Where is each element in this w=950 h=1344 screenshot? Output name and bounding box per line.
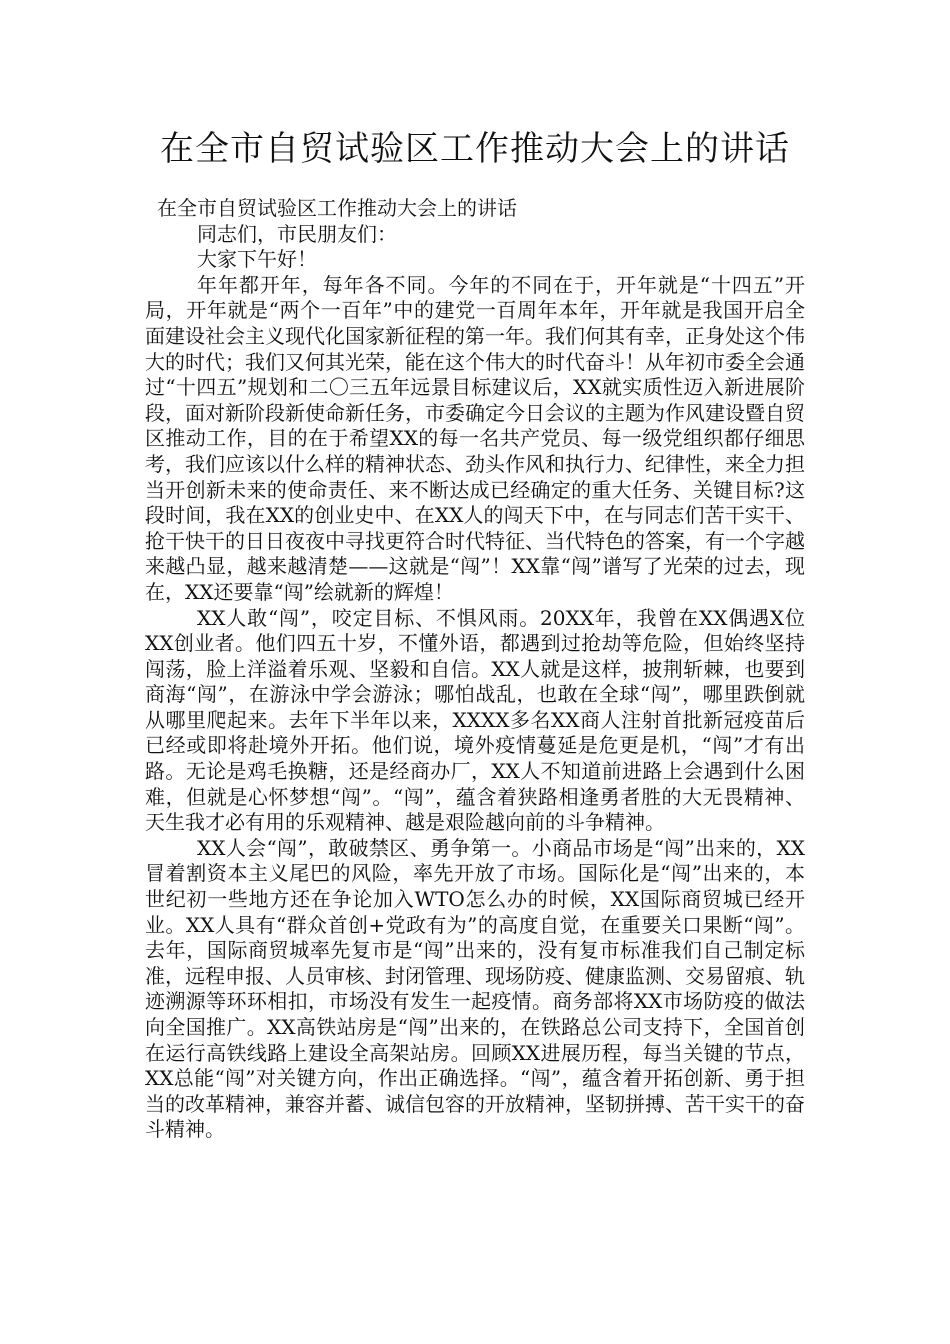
paragraph-3: XX人会“闯”，敢破禁区、勇争第一。小商品市场是“闯”出来的，XX冒着割资本主义尾巴的风险，率先开放了市场。国际化是“闯”出来的，本世纪初一些地方还在争论加入WTO怎么办的时候，XX国际商贸城已经开业。XX人具有“群众首创+党政有为”的高度自觉，在重要关口果断“闯”。去年，国际商贸城率先复市是“闯”出来的，没有复市标准我们自己制定标准，远程申报、人员审核、封闭管理、现场防疫、健康监测、交易留痕、轨迹溯源等环环相扣，市场没有发生一起疫情。商务部将XX市场防疫的做法向全国推广。XX高铁站房是“闯”出来的，在铁路总公司支持下，全国首创在运行高铁线路上建设全高架站房。回顾XX进展历程，每当关键的节点，XX总能“闯”对关键方向，作出正确选择。“闯”，蕴含着开拓创新、勇于担当的改革精神，兼容并蓄、诚信包容的开放精神，坚韧拼搏、苦干实干的奋斗精神。 [145, 835, 805, 1142]
page-title: 在全市自贸试验区工作推动大会上的讲话 [160, 129, 790, 169]
document-body [145, 196, 805, 1143]
paragraph-2: XX人敢“闯”，咬定目标、不惧风雨。20XX年，我曾在XX偶遇X位XX创业者。他们四五十岁，不懂外语，都遇到过抢劫等危险，但始终坚持闯荡，脸上洋溢着乐观、坚毅和自信。XX人就是这样，披荆斩棘，也要到商海“闯”，在游泳中学会游泳；哪怕战乱，也敢在全球“闯”，哪里跌倒就从哪里爬起来。去年下半年以来，XXXX多名XX商人注射首批新冠疫苗后已经或即将赴境外开拓。他们说，境外疫情蔓延是危更是机，“闯”才有出路。无论是鸡毛换糖，还是经商办厂，XX人不知道前进路上会遇到什么困难，但就是心怀梦想“闯”。“闯”，蕴含着狭路相逢勇者胜的大无畏精神、天生我才必有用的乐观精神、越是艰险越向前的斗争精神。 [145, 605, 805, 835]
greeting: 大家下午好！ [197, 247, 317, 272]
document-subtitle: 在全市自贸试验区工作推动大会上的讲话 [157, 196, 517, 220]
salutation: 同志们，市民朋友们： [197, 221, 397, 246]
paragraph-1: 年年都开年，每年各不同。今年的不同在于，开年就是“十四五”开局，开年就是“两个一百年”中的建党一百周年本年，开年就是我国开启全面建设社会主义现代化国家新征程的第一年。我们何其有幸，正身处这个伟大的时代；我们又何其光荣，能在这个伟大的时代奋斗！从年初市委全会通过“十四五”规划和二〇三五年远景目标建议后，XX就实质性迈入新进展阶段，面对新阶段新使命新任务，市委确定今日会议的主题为作风建设暨自贸区推动工作，目的在于希望XX的每一名共产党员、每一级党组织都仔细思考，我们应该以什么样的精神状态、劲头作风和执行力、纪律性，来全力担当开创新未来的使命责任、来不断达成已经确定的重大任务、关键目标?这段时间，我在XX的创业史中、在XX人的闯天下中，在与同志们苦干实干、抢干快干的日日夜夜中寻找更符合时代特征、当代特色的答案，有一个字越来越凸显，越来越清楚——这就是“闯”！XX靠“闯”谱写了光荣的过去，现在，XX还要靠“闯”绘就新的辉煌！ [145, 272, 805, 604]
